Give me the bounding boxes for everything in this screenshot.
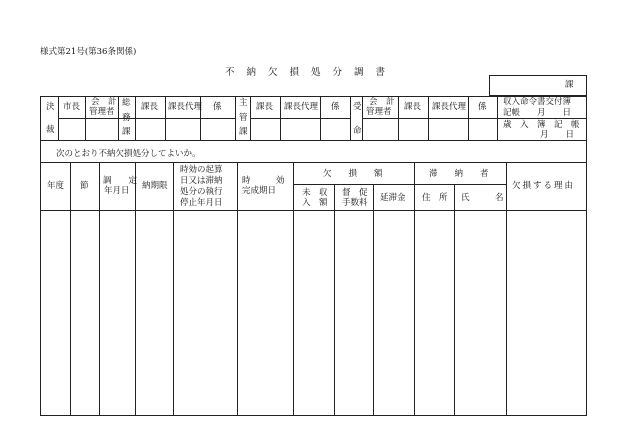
accountant-label-1: 会 計 xyxy=(91,97,117,107)
instruction-text: 次のとおり不納欠損処分してよいか。 xyxy=(56,149,201,159)
section-chief-3: 課長 xyxy=(404,102,422,112)
order-book-date: 記帳 月 日 xyxy=(503,108,572,118)
section-chief-2: 課長 xyxy=(256,102,274,112)
revenue-book-label: 歳 入 簿 記 帳 xyxy=(503,120,580,130)
col-limitation-start-1: 時効の起算 xyxy=(180,165,223,175)
col-loss-amount: 欠 損 額 xyxy=(323,169,383,179)
received-1: 受 xyxy=(353,102,362,112)
col-delinquent: 滞 納 者 xyxy=(429,169,489,179)
division-label: 課 xyxy=(565,80,574,90)
col-section: 節 xyxy=(80,181,89,191)
clerk-3: 係 xyxy=(478,102,487,112)
section-chief-1: 課長 xyxy=(141,102,159,112)
page-title: 不納欠損処分調書 xyxy=(225,67,398,78)
order-book-label: 収入命令書交付簿 xyxy=(503,97,572,107)
form-table xyxy=(40,96,587,416)
col-limitation-start-2: 日又は滞納 xyxy=(180,176,223,186)
col-assessment-2: 年月日 xyxy=(104,186,130,196)
clerk-1: 係 xyxy=(213,102,222,112)
accountant-label-3: 会 計 xyxy=(369,97,395,107)
deputy-chief-3: 課長代理 xyxy=(432,102,467,112)
form-reference: 様式第21号(第36条関係) xyxy=(40,47,137,57)
col-limitation-start-4: 停止年月日 xyxy=(180,198,223,208)
received-2: 命 xyxy=(353,126,362,136)
col-demand-fee-2: 手数料 xyxy=(342,198,368,208)
deputy-chief-1: 課長代理 xyxy=(168,102,203,112)
col-limitation-end-1: 時 効 xyxy=(242,176,285,186)
col-fiscal-year: 年度 xyxy=(47,181,65,191)
col-demand-fee-1: 督 促 xyxy=(342,188,368,198)
col-limitation-start-3: 処分の執行 xyxy=(180,187,223,197)
col-limitation-end-2: 完成期日 xyxy=(242,186,277,196)
col-name: 氏 名 xyxy=(461,193,504,203)
general-affairs-3: 課 xyxy=(122,127,131,137)
col-late-fee: 延滞金 xyxy=(380,193,406,203)
col-address: 住 所 xyxy=(422,193,448,203)
col-assessment-1: 調 定 xyxy=(103,176,138,186)
accountant-label-2: 管理者 xyxy=(89,107,115,117)
kessai-char-2: 裁 xyxy=(46,125,55,135)
revenue-book-date: 月 日 xyxy=(540,130,575,140)
accountant-label-4: 管理者 xyxy=(366,107,392,117)
col-due-date: 納期限 xyxy=(142,181,168,191)
col-uncollected-2: 入 額 xyxy=(302,198,328,208)
mayor-label: 市長 xyxy=(63,102,81,112)
general-affairs-2: 務 xyxy=(122,113,131,123)
col-uncollected-1: 未 収 xyxy=(302,188,328,198)
main-section-3: 課 xyxy=(239,127,248,137)
clerk-2: 係 xyxy=(331,102,340,112)
main-section-1: 主 xyxy=(239,98,248,108)
general-affairs-1: 総 xyxy=(122,98,131,108)
deputy-chief-2: 課長代理 xyxy=(284,102,319,112)
col-reason: 欠損する理由 xyxy=(512,181,576,191)
kessai-char-1: 決 xyxy=(46,102,55,112)
main-section-2: 管 xyxy=(239,113,248,123)
